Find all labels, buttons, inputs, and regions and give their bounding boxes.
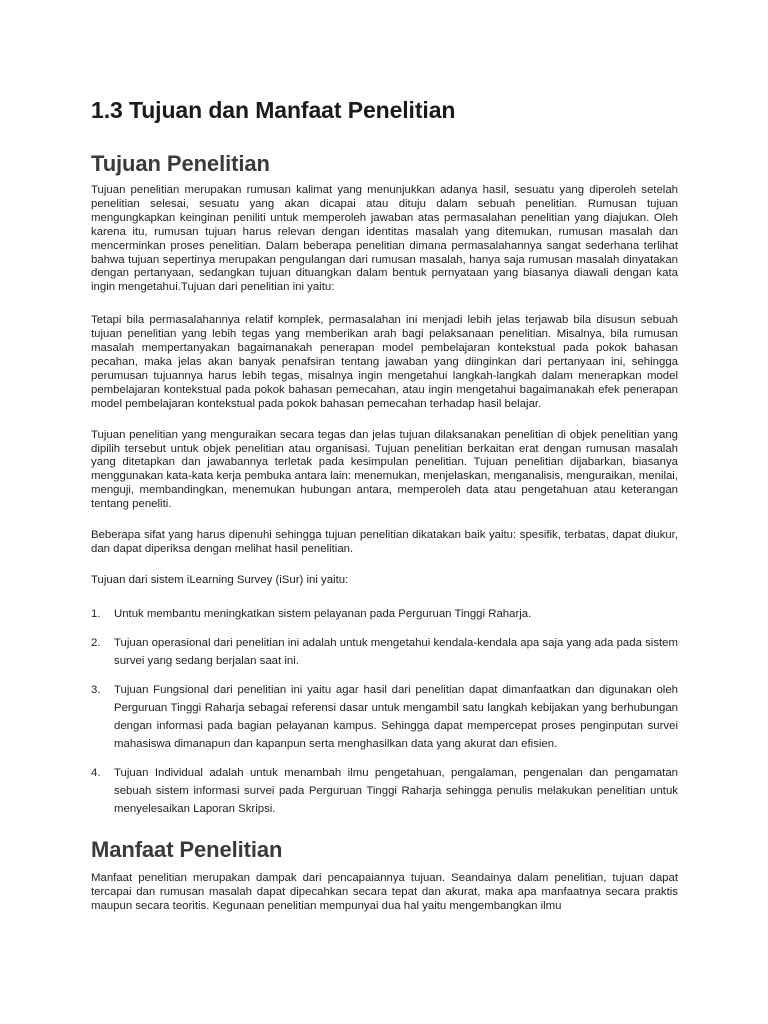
list-item	[91, 681, 678, 753]
paragraph-5: Tujuan dari sistem iLearning Survey (iSur) ini yaitu:	[91, 573, 349, 586]
list-item	[91, 634, 678, 670]
paragraph-manfaat: Manfaat penelitian merupakan dampak dari pencapaiannya tujuan. Seandainya dalam penelitian, tujuan dapat tercapai dan rumusan masalah dapat dipecahkan secara tepat dan akurat, maka apa manfaatnya secara praktis maupun secara teoritis. Kegunaan penelitian mempunyai dua hal yaitu mengembangkan ilmu	[91, 871, 678, 912]
paragraph-3: Tujuan penelitian yang menguraikan secara tegas dan jelas tujuan dilaksanakan penelitian di objek penelitian yang dipilih tersebut untuk objek penelitian atau organisasi. Tujuan penelitian berkaitan erat dengan rumusan masalah yang ditetapkan dan jawabannya terletak pada kesimpulan penelitian. Tujuan penelitian dijabarkan, biasanya menggunakan kata-kata kerja pembuka antara lain: menemukan, menjelaskan, menganalisis, menguraikan, menilai, menguji, membandingkan, menemukan hubungan antara, memperoleh data atau pengetahuan atau keterangan tentang peneliti.	[91, 428, 678, 511]
paragraph-1: Tujuan penelitian merupakan rumusan kalimat yang menunjukkan adanya hasil, sesuatu yang diperoleh setelah penelitian selesai, sesuatu yang akan dicapai atau dituju dalam sebuah penelitian. Rumusan tujuan mengungkapkan keinginan peniliti untuk memperoleh jawaban atas permasalahan penelitian yang diajukan. Oleh karena itu, rumusan tujuan harus relevan dengan identitas masalah yang ditemukan, rumusan masalah dan mencerminkan proses penelitian. Dalam beberapa penelitian dimana permasalahannya sangat sederhana terlihat bahwa tujuan sepertinya merupakan pengulangan dari rumusan masalah, hanya saja rumusan masalah dinyatakan dengan pertanyaan, sedangkan tujuan dituangkan dalam bentuk pernyataan yang biasanya diawali dengan kata ingin mengetahui.Tujuan dari penelitian ini yaitu:	[91, 184, 678, 294]
list-number: 2.	[91, 636, 101, 649]
page-title: 1.3 Tujuan dan Manfaat Penelitian	[91, 97, 456, 123]
tujuan-list	[91, 605, 678, 818]
section-heading-manfaat: Manfaat Penelitian	[91, 836, 283, 862]
list-item-text: Tujuan Individual adalah untuk menambah ilmu pengetahuan, pengalaman, pengenalan dan pengamatan sebuah sistem informasi survei pada Perguruan Tinggi Raharja sehingga penulis melakukan penelitian untuk menyelesaikan Laporan Skripsi.	[114, 766, 678, 815]
list-number: 1.	[91, 607, 101, 620]
list-number: 4.	[91, 766, 101, 779]
list-item-text: Tujuan operasional dari penelitian ini adalah untuk mengetahui kendala-kendala apa saja yang ada pada sistem survei yang sedang berjalan saat ini.	[114, 636, 678, 667]
section-heading-tujuan: Tujuan Penelitian	[91, 151, 270, 176]
list-number: 3.	[91, 683, 101, 696]
list-item	[91, 764, 678, 818]
list-item-text: Tujuan Fungsional dari penelitian ini yaitu agar hasil dari penelitian dapat dimanfaatkan dan digunakan oleh Perguruan Tinggi Raharja sebagai referensi dasar untuk mengambil satu langkah kebijakan yang berhubungan dengan informasi pada bagian pelayanan kampus. Sehingga dapat mempercepat proses penginputan survei mahasiswa dimanapun dan kapanpun serta menghasilkan data yang akurat dan efisien.	[114, 683, 678, 750]
paragraph-2: Tetapi bila permasalahannya relatif komplek, permasalahan ini menjadi lebih jelas terjawab bila disusun sebuah tujuan penelitian yang lebih tegas yang memberikan arah bagi pelaksanaan penelitian. Misalnya, bila rumusan masalah mempertanyakan bagaimanakah penerapan model pembelajaran kontekstual pada pokok bahasan pecahan, maka jelas akan banyak penafsiran tentang jawaban yang diinginkan dari pertanyaan ini, sehingga perumusan tujuannya harus lebih tegas, misalnya ingin mengetahui langkah-langkah dalam menerapkan model pembelajaran kontekstual pada pokok bahasan pemecahan, atau ingin mengetahui bagaimanakah efek penerapan model pembelajaran kontekstual pada pokok bahasan pemecahan terhadap hasil belajar.	[91, 314, 678, 410]
list-item-text: Untuk membantu meningkatkan sistem pelayanan pada Perguruan Tinggi Raharja.	[114, 607, 532, 620]
paragraph-4: Beberapa sifat yang harus dipenuhi sehingga tujuan penelitian dikatakan baik yaitu: spesifik, terbatas, dapat diukur, dan dapat diperiksa dengan melihat hasil penelitian.	[91, 529, 678, 555]
list-item	[91, 605, 678, 623]
